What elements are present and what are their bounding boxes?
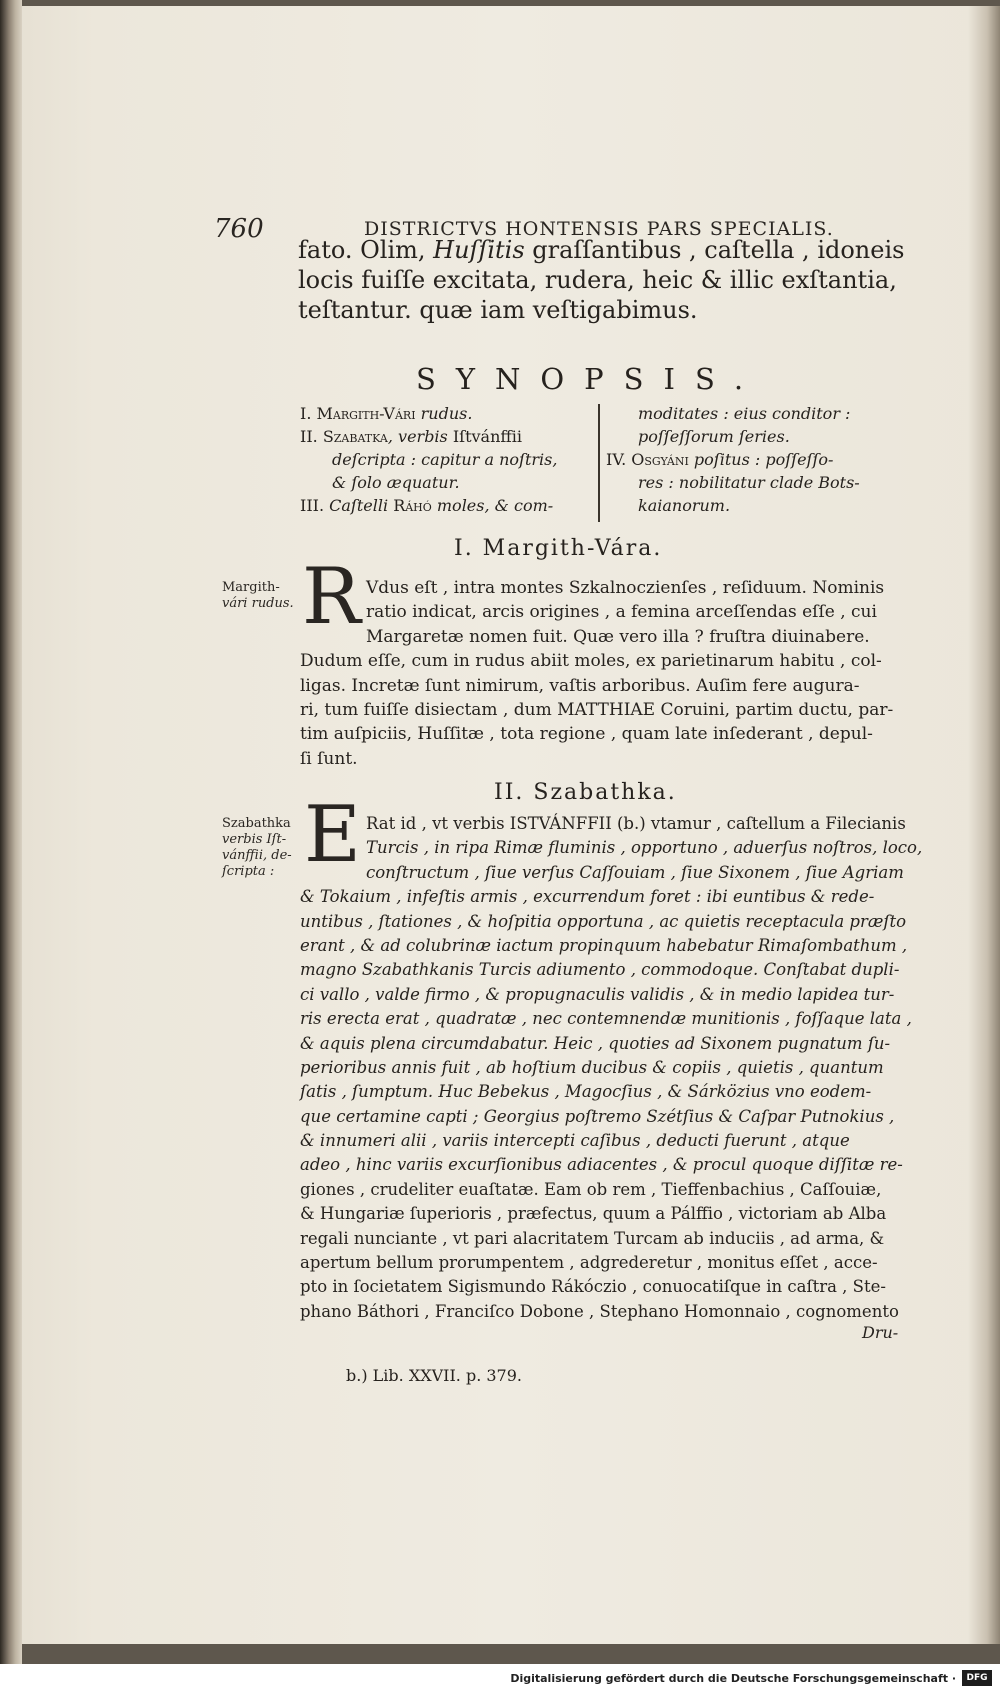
text-line: ratio indicat, arcis origines , a femina arceſſendas eſſe , cui xyxy=(366,602,877,623)
text-line: ligas. Incretæ ſunt nimirum, vaſtis arboribus. Auſim fere augura- xyxy=(300,675,860,696)
catchword: Dru- xyxy=(862,1323,899,1342)
drop-cap-e: E xyxy=(304,790,361,880)
margin-note-szabathka: Szabathka verbis Iſt- vánffii, de- ſcripta : xyxy=(222,816,292,879)
synopsis-item: IV. Osgyáni poſitus : poſſeſſo- xyxy=(606,450,834,469)
synopsis-column-divider xyxy=(598,404,600,522)
text-line: tim auſpiciis, Huſſitæ , tota regione , quam late inſederant , depul- xyxy=(300,724,873,745)
text-line: perioribus annis fuit , ab hoſtium ducibus & copiis , quietis , quantum xyxy=(300,1057,884,1077)
text-line: ris erecta erat , quadratæ , nec contemnendæ munitionis , foſſaque lata , xyxy=(300,1009,912,1029)
text-line: adeo , hinc variis excurſionibus adiacentes , & procul quoque diſſitæ re- xyxy=(300,1155,903,1175)
margin-note-margith: Margith- vári rudus. xyxy=(222,580,294,611)
text-line: pto in ſocietatem Sigismundo Rákóczio , conuocatiſque in caſtra , Ste- xyxy=(300,1277,886,1297)
text-line: ſatis , ſumptum. Huc Bebekus , Magocſius , & Sárközius vno eodem- xyxy=(300,1082,872,1102)
synopsis-left-column xyxy=(300,402,582,517)
text-line: & innumeri alii , variis intercepti caſibus , deducti fuerunt , atque xyxy=(300,1131,850,1151)
text-line: magno Szabathkanis Turcis adiumento , commodoque. Conſtabat dupli- xyxy=(300,960,900,980)
synopsis-title: SYNOPSIS. xyxy=(416,362,764,396)
text-line: ſi ſunt. xyxy=(300,748,358,769)
section-heading-margith-vara: I. Margith-Vára. xyxy=(454,536,663,561)
synopsis-item-continuation: poſſeſſorum ſeries. xyxy=(638,427,790,446)
text-line: giones , crudeliter euaſtatæ. Eam ob rem , Tieffenbachius , Caſſouiæ, xyxy=(300,1179,882,1199)
synopsis-item-continuation: & ſolo æquatur. xyxy=(332,473,460,492)
text-line: regali nunciante , vt pari alacritatem Turcam ab induciis , ad arma, & xyxy=(300,1228,885,1248)
intro-line: locis fuiſſe excitata, rudera, heic & illic exſtantia, xyxy=(298,266,897,294)
footnote: b.) Lib. XXVII. p. 379. xyxy=(346,1366,522,1385)
digitization-footer xyxy=(0,1664,1000,1694)
synopsis-item-continuation: deſcripta : capitur a noſtris, xyxy=(332,450,558,469)
synopsis-item-continuation: kaianorum. xyxy=(638,496,731,515)
text-line: untibus , ſtationes , & hoſpitia opportuna , ac quietis receptacula præſto xyxy=(300,911,907,931)
text-line: phano Báthori , Franciſco Dobone , Stephano Homonnaio , cognomento xyxy=(300,1301,899,1321)
text-line: erant , & ad colubrinæ iactum propinquum habebatur Rimaſombathum , xyxy=(300,935,908,955)
synopsis-item: III. Caſtelli Ráhó moles, & com- xyxy=(300,496,554,515)
text-line: Vdus eſt , intra montes Szkalnoczienſes , reſiduum. Nominis xyxy=(366,578,885,598)
text-line: Margaretæ nomen fuit. Quæ vero illa ? fruſtra diuinabere. xyxy=(366,626,870,647)
synopsis-item: I. Margith-Vári rudus. xyxy=(300,404,473,423)
text-line: ci vallo , valde firmo , & propugnaculis validis , & in medio lapidea tur- xyxy=(300,984,895,1004)
page-right-shadow xyxy=(968,6,1000,1644)
synopsis-right-column xyxy=(606,402,906,517)
intro-line: fato. Olim, Huſſitis graſſantibus , caſtella , idoneis xyxy=(298,236,905,264)
book-spine-edge xyxy=(0,0,22,1694)
section-heading-szabathka: II. Szabathka. xyxy=(494,780,677,805)
text-line: Turcis , in ripa Rimæ fluminis , opportuno , aduerſus noſtros, loco, xyxy=(366,838,923,858)
synopsis-item: II. Szabatka, verbis Iſtvánffii xyxy=(300,427,522,446)
running-head-title: DISTRICTVS HONTENSIS PARS SPECIALIS. xyxy=(364,218,834,240)
synopsis-item-continuation: moditates : eius conditor : xyxy=(638,404,851,423)
text-line: & aquis plena circumdabatur. Heic , quoties ad Sixonem pugnatum ſu- xyxy=(300,1033,891,1053)
text-line: apertum bellum prorumpentem , adgrederetur , monitus eſſet , acce- xyxy=(300,1253,878,1273)
page-number: 760 xyxy=(214,214,264,244)
intro-line: teſtantur. quæ iam veſtigabimus. xyxy=(298,296,698,324)
section-2-paragraph xyxy=(300,812,923,1324)
text-line: & Tokaium , infeſtis armis , excurrendum foret : ibi euntibus & rede- xyxy=(300,887,875,907)
text-line: Rat id , vt verbis ISTVÁNFFII (b.) vtamur , caſtellum a Filecianis xyxy=(366,814,906,833)
section-1-paragraph xyxy=(300,576,904,771)
dfg-logo: DFG xyxy=(962,1670,992,1686)
text-line: & Hungariæ ſuperioris , præfectus, quum a Pálffio , victoriam ab Alba xyxy=(300,1204,887,1224)
synopsis-item-continuation: res : nobilitatur clade Bots- xyxy=(638,473,860,492)
text-line: que certamine capti ; Georgius poſtremo Szétſius & Caſpar Putnokius , xyxy=(300,1106,895,1126)
funding-credit: Digitalisierung gefördert durch die Deutsche Forschungsgemeinschaft · xyxy=(510,1672,956,1685)
drop-cap-r: R xyxy=(302,552,361,642)
text-line: conſtructum , ſiue verſus Caſſouiam , ſiue Sixonem , ſiue Agriam xyxy=(366,862,904,882)
text-line: Dudum eſſe, cum in rudus abiit moles, ex parietinarum habitu , col- xyxy=(300,651,882,672)
text-line: ri, tum fuiſſe disiectam , dum MATTHIAE Coruini, partim ductu, par- xyxy=(300,699,894,720)
